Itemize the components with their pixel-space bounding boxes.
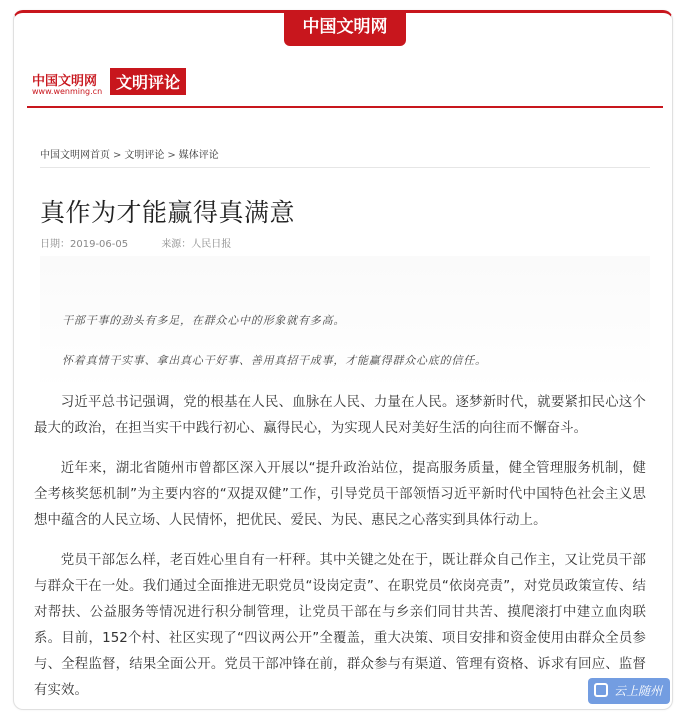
logo-section-label: 文明评论 <box>110 68 186 95</box>
article-date: 日期：2019-06-05 <box>40 239 129 250</box>
breadcrumb-current[interactable]: 媒体评论 <box>178 150 219 161</box>
article-paragraph: 党员干部怎么样，老百姓心里自有一杆秤。其中关键之处在于，既让群众自己作主，又让党员干部与群众干在一处。我们通过全面推进无职党员“设岗定责”、在职党员“依岗亮责”，对党员政策宣传、结对帮扶、公益服务等情况进行积分制管理，让党员干部在与乡亲们同甘共苦、摸爬滚打中建立血肉联系。目前，152个村、社区实现了“四议两公开”全覆盖，重大决策、项目安排和资金使用由群众全员参与、全程监督，结果全面公开。党员干部冲锋在前，群众参与有渠道、管理有资格、诉求有回应、监督有实效。 <box>34 553 646 698</box>
breadcrumb-sep: > <box>113 150 122 161</box>
quote-line: 怀着真情干实事、拿出真心干好事、善用真招干成事，才能赢得群众心底的信任。 <box>62 354 487 367</box>
app-icon <box>594 683 608 697</box>
breadcrumb-sep: > <box>167 150 176 161</box>
quote-line: 干部干事的劲头有多足，在群众心中的形象就有多高。 <box>62 314 346 327</box>
breadcrumb-home[interactable]: 中国文明网首页 <box>40 150 110 161</box>
breadcrumb <box>40 146 219 161</box>
header-divider <box>27 106 663 108</box>
article-paragraph: 习近平总书记强调，党的根基在人民、血脉在人民、力量在人民。逐梦新时代，就要紧扣民心这个最大的政治，在担当实干中践行初心、赢得民心，为实现人民对美好生活的向往而不懈奋斗。 <box>34 395 646 436</box>
logo-url-text: www.wenming.cn <box>32 87 103 96</box>
breadcrumb-divider <box>40 167 650 168</box>
site-tab[interactable]: 中国文明网 <box>284 10 406 46</box>
watermark-badge <box>588 678 670 704</box>
logo-cn-text: 中国文明网 <box>32 74 98 89</box>
article-meta <box>40 235 231 250</box>
watermark-label: 云上随州 <box>613 684 662 698</box>
article-paragraph: 近年来，湖北省随州市曾都区深入开展以“提升政治站位，提高服务质量，健全管理服务机制，健全考核奖惩机制”为主要内容的“双提双健”工作，引导党员干部领悟习近平新时代中国特色社会主义思想中蕴含的人民立场、人民情怀，把优民、爱民、为民、惠民之心落实到具体行动上。 <box>34 461 646 528</box>
article-source: 来源：人民日报 <box>161 239 232 250</box>
breadcrumb-section[interactable]: 文明评论 <box>124 150 165 161</box>
article-title: 真作为才能赢得真满意 <box>40 198 296 227</box>
